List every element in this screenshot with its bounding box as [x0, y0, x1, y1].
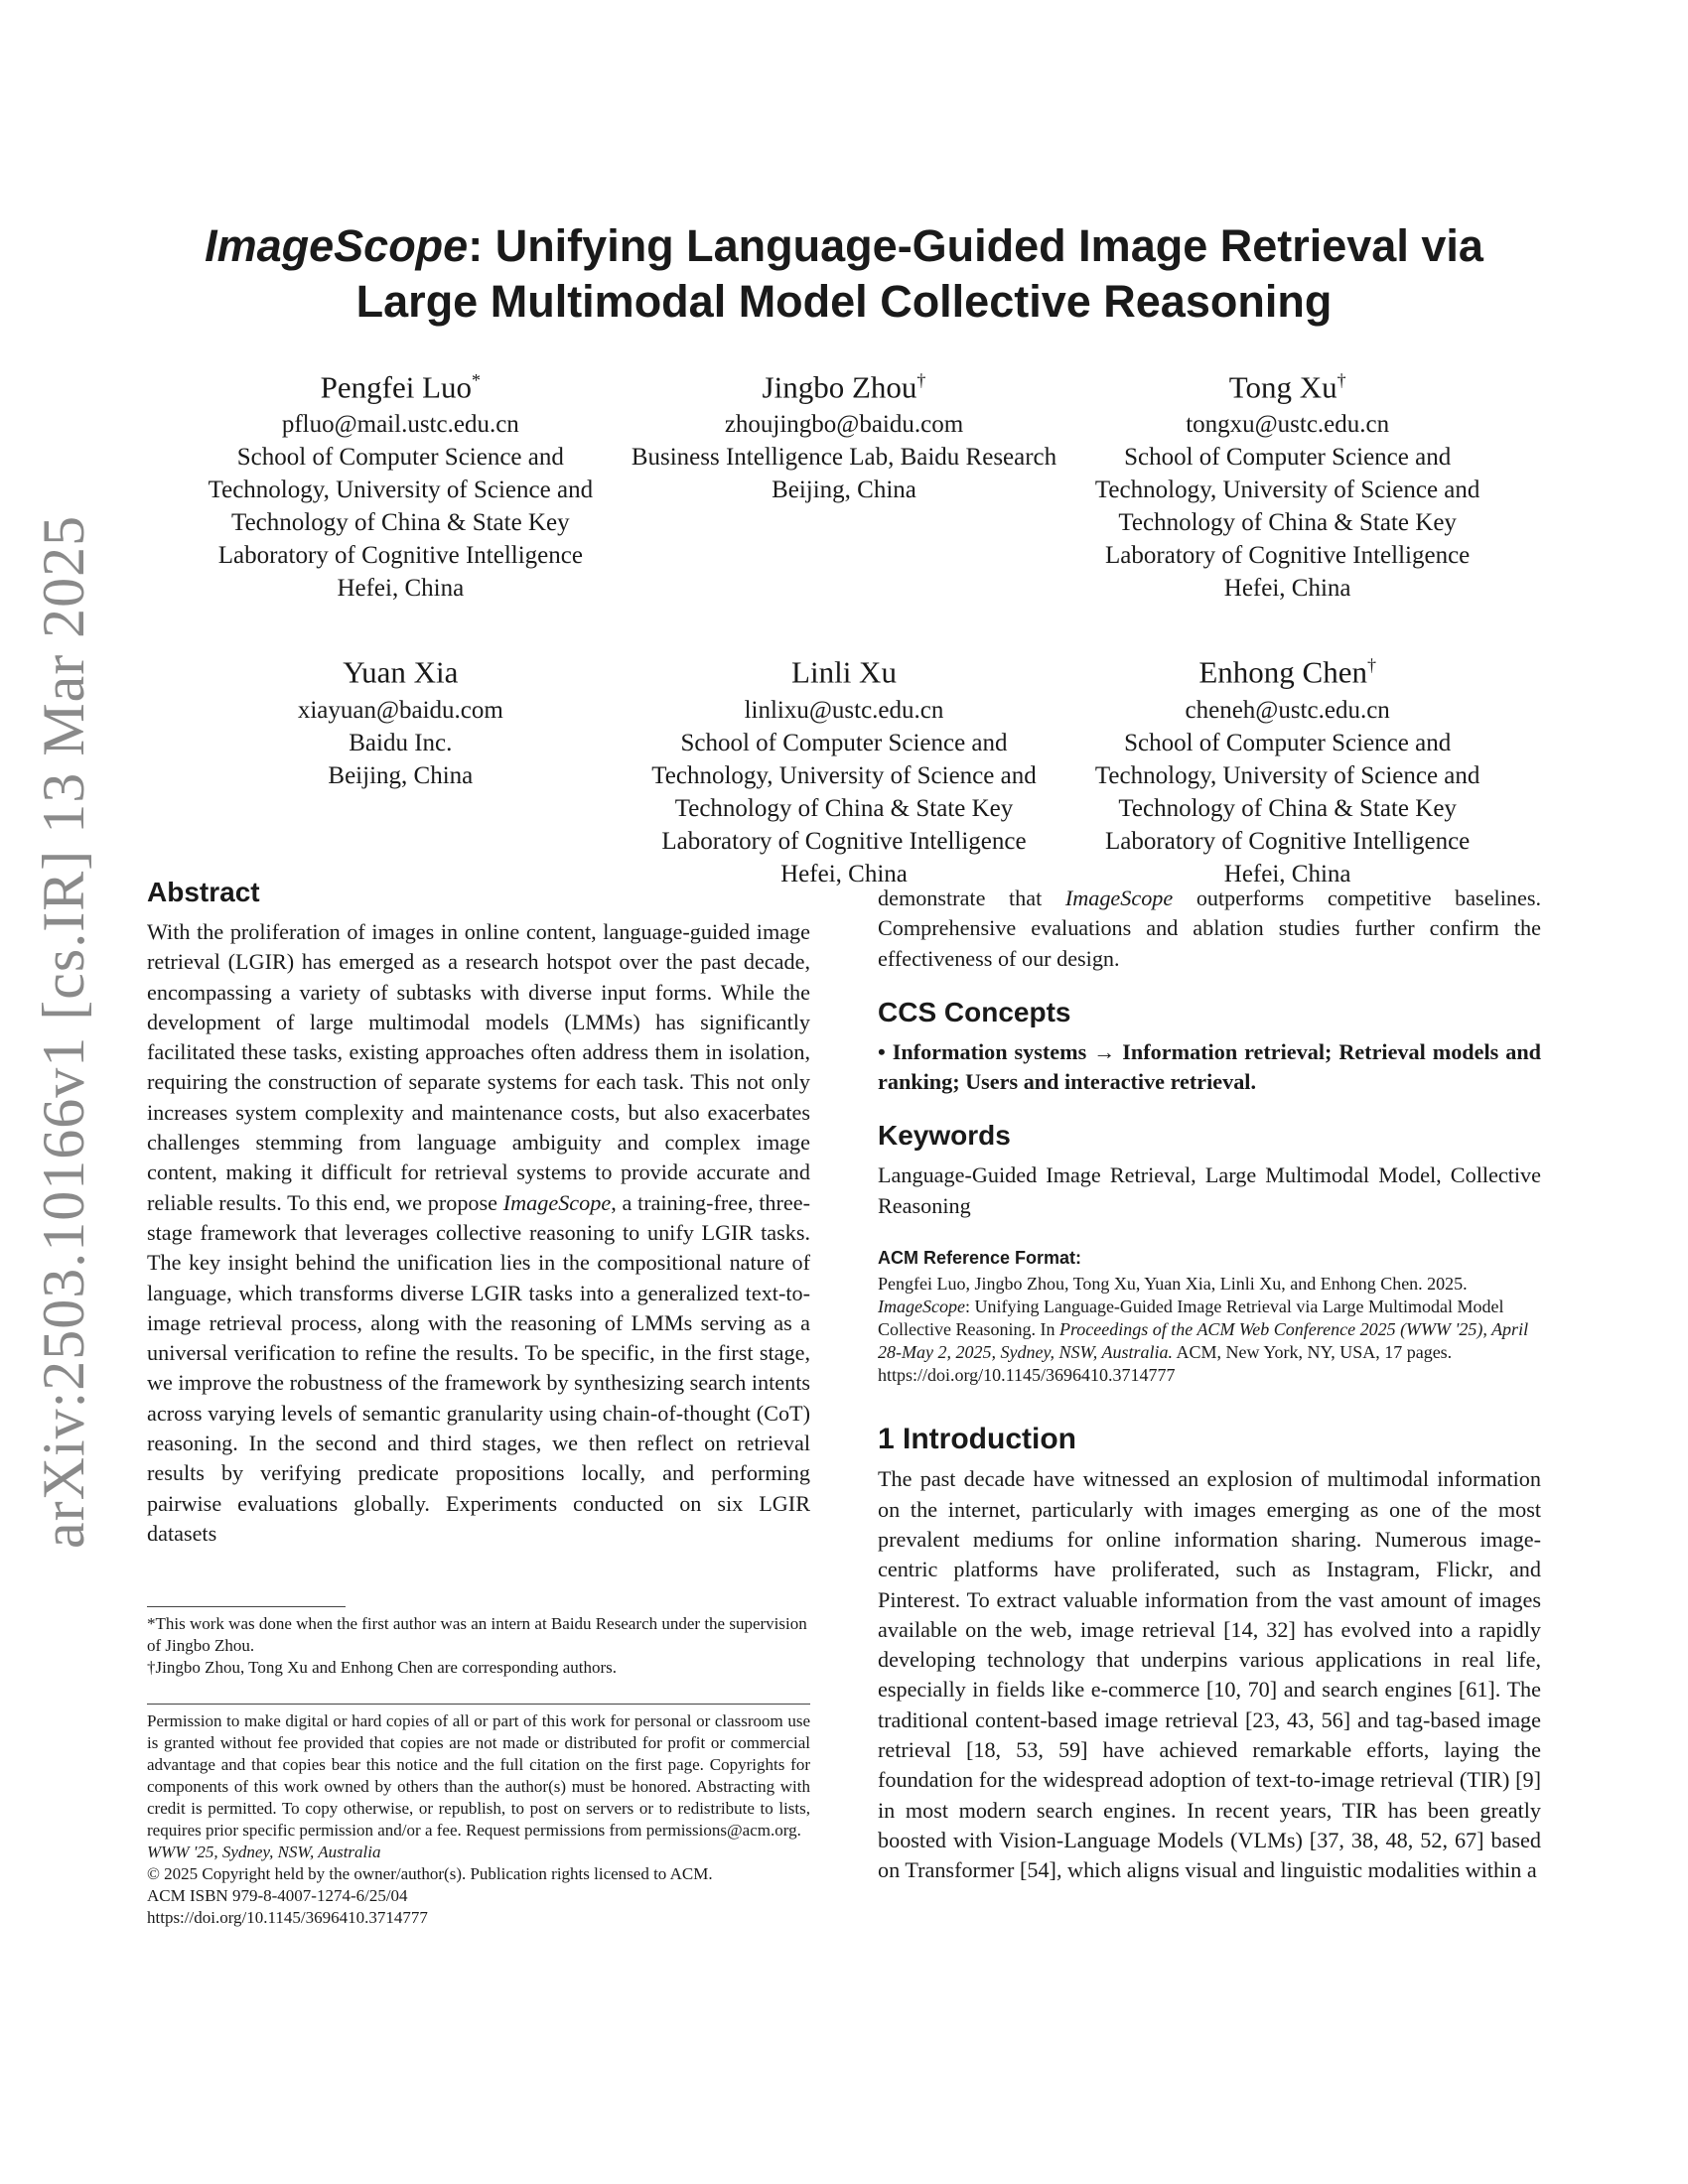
right-column — [878, 884, 1541, 1886]
author-email: linlixu@ustc.edu.cn — [744, 696, 944, 724]
ccs-text: • Information systems → Information retrieval; Retrieval models and ranking; Users and interactive retrieval. — [878, 1038, 1541, 1095]
author-affiliation: Baidu Inc. — [349, 729, 453, 756]
copyright-line: © 2025 Copyright held by the owner/author(s). Publication rights licensed to ACM. — [147, 1864, 713, 1883]
author-email: xiayuan@baidu.com — [297, 696, 503, 724]
author-location: Hefei, China — [780, 860, 908, 887]
abstract-cont-a: demonstrate that — [878, 886, 1065, 910]
footnote-1: *This work was done when the first author was an intern at Baidu Research under the supervision of Jingbo Zhou. — [147, 1614, 807, 1655]
author-block — [179, 359, 623, 605]
ccs-section — [878, 996, 1541, 1098]
author-name: Yuan Xia — [343, 654, 459, 690]
title-italic: ImageScope — [205, 220, 469, 271]
author-block — [623, 644, 1066, 889]
acm-ref-venue: Proceedings of the ACM Web Conference 2025 (WWW '25), April 28-May 2, 2025, Sydney, NSW, Australia. — [878, 1319, 1529, 1363]
abstract-part-b: , a training-free, three-stage framework that leverages collective reasoning to unify LGIR tasks. The key insight behind the unification lies in the compositional nature of language, which transforms diverse LGIR tasks into a generalized text-to-image retrieval process, along with the reasoning of LMMs serving as a universal verification to refine the results. To be specific, in the first stage, we improve the robustness of the framework by synthesizing search intents across varying levels of semantic granularity using chain-of-thought (CoT) reasoning. In the second and third stages, we then reflect on retrieval results by verifying predicate propositions locally, and performing pairwise evaluations globally. Experiments conducted on six LGIR datasets — [147, 1189, 811, 1546]
author-affiliation: School of Computer Science and Technology, University of Science and Technology of China & State Key Laboratory of Cognitive Intelligence — [1094, 729, 1480, 855]
author-name: Linli Xu — [791, 654, 897, 690]
author-block — [1065, 359, 1509, 605]
permission-rule — [147, 1704, 810, 1705]
paper-title — [149, 218, 1539, 330]
footnote-rule — [147, 1606, 346, 1607]
abstract-name: ImageScope — [502, 1189, 612, 1215]
footnote-2: †Jingbo Zhou, Tong Xu and Enhong Chen are corresponding authors. — [147, 1658, 618, 1677]
permission-text: Permission to make digital or hard copies of all or part of this work for personal or classroom use is granted without fee provided that copies are not made or distributed for profit or commercial advantage and that copies bear this notice and the full citation on the first page. Copyrights for components of this work owned by others than the author(s) must be honored. Abstracting with credit is permitted. To copy otherwise, or republish, to post on servers or to redistribute to lists, requires prior specific permission and/or a fee. Request permissions from permissions@acm.org. — [147, 1711, 810, 1840]
permission-block — [147, 1704, 810, 1929]
author-name: Pengfei Luo — [320, 369, 473, 405]
author-name: Jingbo Zhou — [762, 369, 917, 405]
title-rest: : Unifying Language-Guided Image Retrieval via Large Multimodal Model Collective Reasoning — [355, 220, 1483, 327]
acm-ref-heading: ACM Reference Format: — [878, 1248, 1082, 1269]
author-location: Beijing, China — [772, 477, 916, 504]
abstract-continued — [878, 884, 1541, 974]
author-mark: † — [1366, 655, 1376, 676]
acm-ref-title: : Unifying Language-Guided Image Retrieval via Large Multimodal Model Collective Reasoning. In — [878, 1297, 1504, 1340]
author-affiliation: School of Computer Science and Technology, University of Science and Technology of China & State Key Laboratory of Cognitive Intelligence — [208, 444, 594, 570]
acm-ref-text — [878, 1273, 1541, 1387]
acm-ref-name: ImageScope — [878, 1297, 965, 1317]
isbn-line: ACM ISBN 979-8-4007-1274-6/25/04 — [147, 1886, 408, 1905]
abstract-cont-name: ImageScope — [1064, 886, 1174, 910]
author-block — [179, 644, 623, 889]
keywords-text: Language-Guided Image Retrieval, Large Multimodal Model, Collective Reasoning — [878, 1162, 1541, 1218]
author-affiliation: School of Computer Science and Technology, University of Science and Technology of China & State Key Laboratory of Cognitive Intelligence — [651, 729, 1037, 855]
author-email: pfluo@mail.ustc.edu.cn — [281, 411, 519, 439]
author-name: Enhong Chen — [1198, 654, 1367, 690]
author-affiliation: School of Computer Science and Technology, University of Science and Technology of China & State Key Laboratory of Cognitive Intelligence — [1094, 444, 1480, 570]
author-grid — [179, 359, 1509, 890]
author-name: Tong Xu — [1228, 369, 1337, 405]
abstract-cont-b: outperforms competitive baselines. Comprehensive evaluations and ablation studies further confirm the effectiveness of our design. — [878, 886, 1541, 971]
author-location: Hefei, China — [337, 575, 465, 603]
author-block — [623, 359, 1066, 605]
venue-line: WWW '25, Sydney, NSW, Australia — [147, 1843, 381, 1861]
author-location: Hefei, China — [1223, 575, 1351, 603]
footnotes — [147, 1606, 810, 1679]
author-mark: * — [472, 370, 482, 390]
author-mark: † — [1336, 370, 1346, 390]
left-column — [147, 876, 810, 1549]
ccs-heading: CCS Concepts — [878, 996, 1071, 1027]
arxiv-stamp: arXiv:2503.10166v1 [cs.IR] 13 Mar 2025 — [31, 514, 96, 1549]
acm-ref-authors: Pengfei Luo, Jingbo Zhou, Tong Xu, Yuan Xia, Linli Xu, and Enhong Chen. 2025. — [878, 1274, 1468, 1295]
abstract-part-a: With the proliferation of images in online content, language-guided image retrieval (LGIR) has emerged as a research hotspot over the past decade, encompassing a variety of subtasks with diverse input forms. While the development of large multimodal models (LMMs) has significantly facilitated these tasks, existing approaches often address them in isolation, requiring the construction of separate systems for each task. This not only increases system complexity and maintenance costs, but also exacerbates challenges stemming from language ambiguity and complex image content, making it difficult for retrieval systems to provide accurate and reliable results. To this end, we propose — [147, 919, 810, 1215]
author-affiliation: Business Intelligence Lab, Baidu Research — [631, 444, 1057, 472]
author-email: cheneh@ustc.edu.cn — [1185, 696, 1390, 724]
intro-heading: 1 Introduction — [878, 1423, 1076, 1456]
author-location: Hefei, China — [1223, 860, 1351, 887]
author-email: zhoujingbo@baidu.com — [724, 411, 964, 439]
author-mark: † — [916, 370, 926, 390]
keywords-heading: Keywords — [878, 1120, 1011, 1152]
acm-ref-tail: ACM, New York, NY, USA, 17 pages. https://doi.org/10.1145/3696410.3714777 — [878, 1342, 1453, 1386]
author-email: tongxu@ustc.edu.cn — [1186, 411, 1390, 439]
author-location: Beijing, China — [328, 761, 474, 789]
doi-link[interactable]: https://doi.org/10.1145/3696410.3714777 — [147, 1908, 428, 1927]
author-block — [1065, 644, 1509, 889]
keywords-section — [878, 1119, 1541, 1221]
intro-text: The past decade have witnessed an explosion of multimodal information on the internet, particularly with images emerging as one of the most prevalent mediums for online information sharing. Numerous image-centric platforms have proliferated, such as Instagram, Flickr, and Pinterest. To extract valuable information from the vast amount of images available on the web, image retrieval [14, 32] has evolved into a rapidly developing technology that underpins various applications in real life, especially in fields like e-commerce [10, 70] and search engines [61]. The traditional content-based image retrieval [23, 43, 56] and tag-based image retrieval [18, 53, 59] have achieved remarkable efforts, laying the foundation for the widespread adoption of text-to-image retrieval (TIR) [9] in most modern search engines. In recent years, TIR has been greatly boosted with Vision-Language Models (VLMs) [37, 38, 48, 52, 67] based on Transformer [54], which aligns visual and linguistic modalities within a — [878, 1466, 1541, 1883]
abstract-text — [147, 917, 810, 1549]
abstract-heading: Abstract — [147, 877, 260, 907]
